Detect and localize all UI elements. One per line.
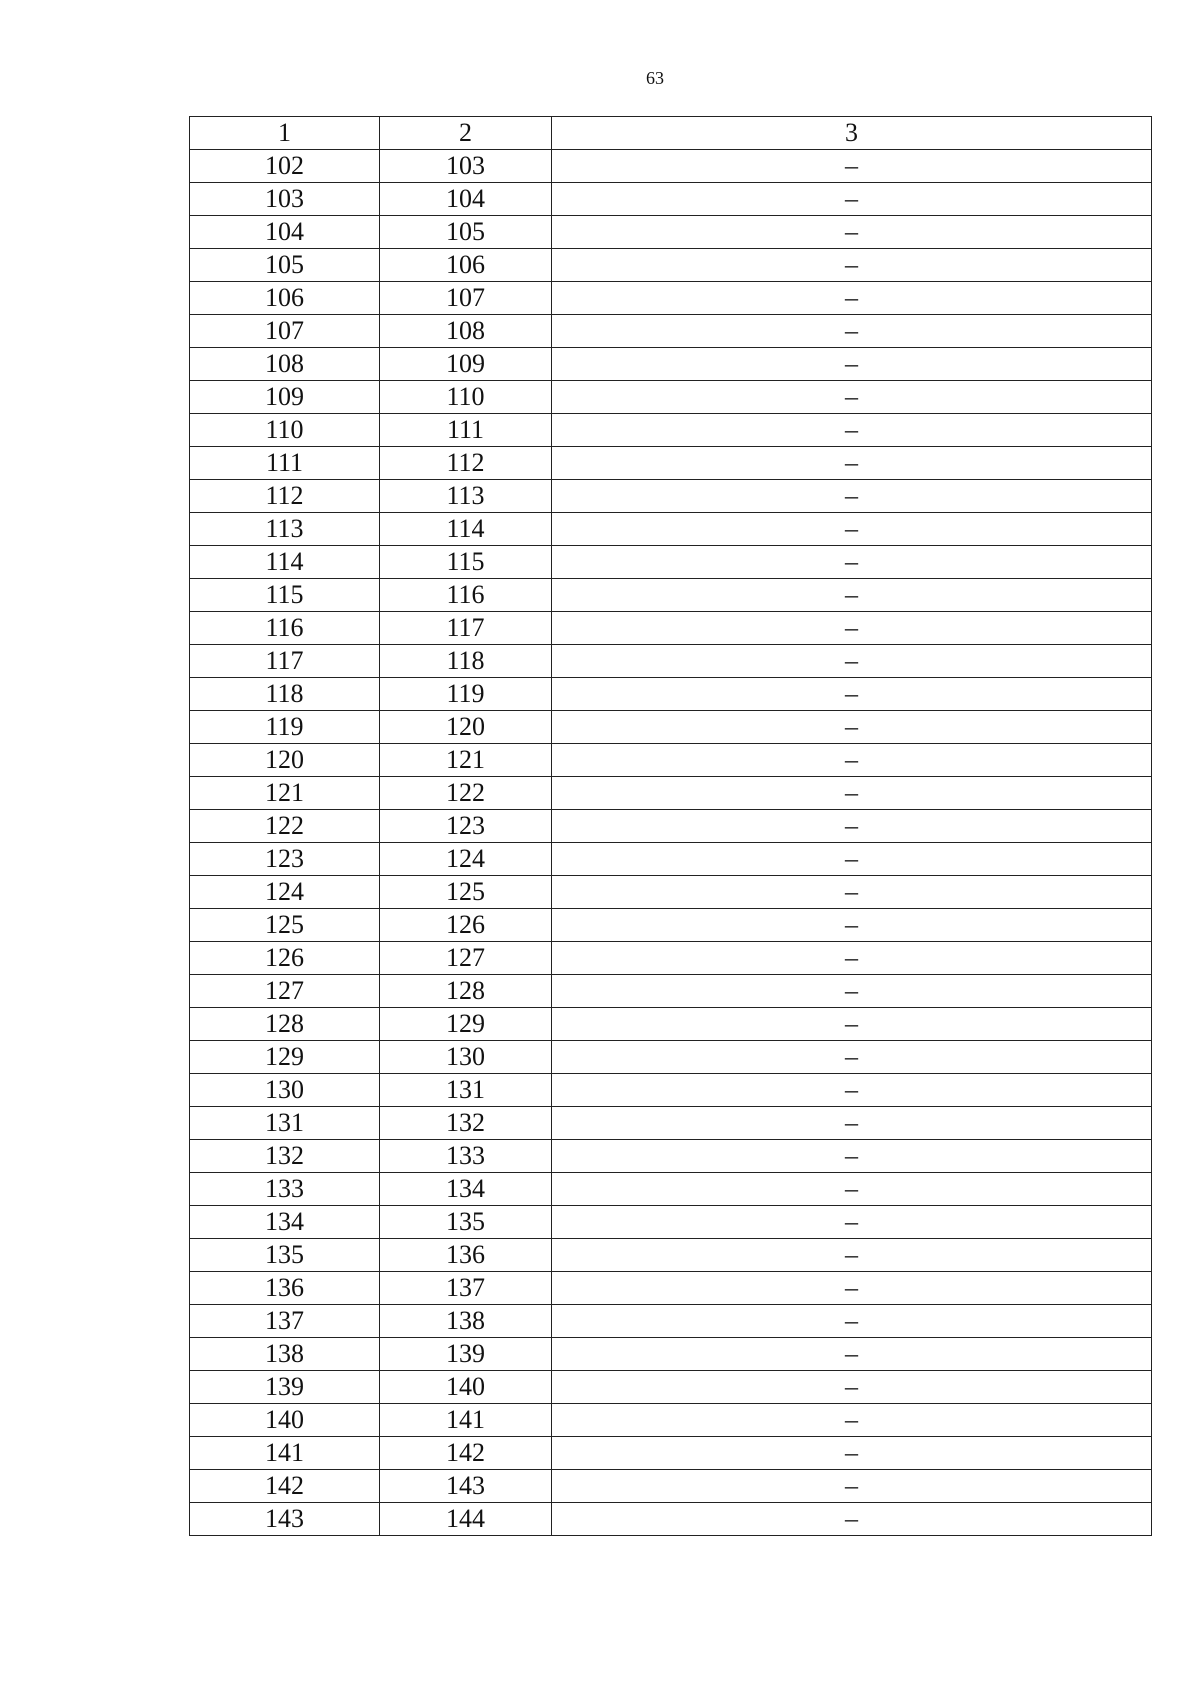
table-header-row	[190, 117, 1152, 150]
table-cell: 113	[190, 513, 380, 546]
table-row	[190, 1371, 1152, 1404]
table-cell: 131	[380, 1074, 552, 1107]
table-row	[190, 282, 1152, 315]
table-row	[190, 1503, 1152, 1536]
table-row	[190, 315, 1152, 348]
table-row	[190, 678, 1152, 711]
table-cell: –	[552, 1470, 1152, 1503]
table-cell: 142	[190, 1470, 380, 1503]
table-cell: 134	[380, 1173, 552, 1206]
table-cell: –	[552, 513, 1152, 546]
table-cell: –	[552, 546, 1152, 579]
table-cell: –	[552, 1371, 1152, 1404]
table-cell: –	[552, 645, 1152, 678]
table-cell: –	[552, 942, 1152, 975]
table-cell: 111	[190, 447, 380, 480]
table-row	[190, 843, 1152, 876]
table-cell: 137	[190, 1305, 380, 1338]
table-cell: –	[552, 1008, 1152, 1041]
table-cell: –	[552, 975, 1152, 1008]
table-cell: –	[552, 1239, 1152, 1272]
table-cell: –	[552, 1074, 1152, 1107]
table-cell: 137	[380, 1272, 552, 1305]
table-row	[190, 942, 1152, 975]
table-cell: 129	[190, 1041, 380, 1074]
table-cell: 128	[380, 975, 552, 1008]
table-row	[190, 249, 1152, 282]
table-cell: –	[552, 1437, 1152, 1470]
table-cell: –	[552, 1173, 1152, 1206]
table-cell: 121	[380, 744, 552, 777]
table-cell: 134	[190, 1206, 380, 1239]
table-row	[190, 381, 1152, 414]
table-cell: –	[552, 612, 1152, 645]
table-cell: 122	[380, 777, 552, 810]
table-row	[190, 1338, 1152, 1371]
table-cell: 116	[380, 579, 552, 612]
table-cell: –	[552, 711, 1152, 744]
table-row	[190, 1206, 1152, 1239]
table-cell: –	[552, 1140, 1152, 1173]
table-cell: 125	[380, 876, 552, 909]
table-cell: 102	[190, 150, 380, 183]
table-cell: –	[552, 249, 1152, 282]
table-cell: –	[552, 348, 1152, 381]
table-cell: –	[552, 777, 1152, 810]
table-cell: 138	[190, 1338, 380, 1371]
table-cell: 141	[380, 1404, 552, 1437]
table-cell: 136	[190, 1272, 380, 1305]
table-row	[190, 447, 1152, 480]
table-cell: 108	[380, 315, 552, 348]
table-cell: 124	[380, 843, 552, 876]
table-row	[190, 1041, 1152, 1074]
table-cell: 143	[380, 1470, 552, 1503]
table-cell: 135	[190, 1239, 380, 1272]
table-cell: 117	[380, 612, 552, 645]
table-row	[190, 1272, 1152, 1305]
table-cell: –	[552, 282, 1152, 315]
table-cell: –	[552, 480, 1152, 513]
table-cell: –	[552, 414, 1152, 447]
table-cell: 124	[190, 876, 380, 909]
table-cell: 126	[190, 942, 380, 975]
table-cell: 119	[190, 711, 380, 744]
table-row	[190, 1239, 1152, 1272]
table-cell: –	[552, 1305, 1152, 1338]
table-cell: 104	[190, 216, 380, 249]
table-cell: 109	[380, 348, 552, 381]
table-cell: 131	[190, 1107, 380, 1140]
table-cell: 106	[380, 249, 552, 282]
table-cell: 109	[190, 381, 380, 414]
table-cell: –	[552, 1338, 1152, 1371]
table-cell: 106	[190, 282, 380, 315]
table-cell: 112	[190, 480, 380, 513]
table-cell: 110	[380, 381, 552, 414]
page-number: 63	[646, 68, 664, 88]
table-cell: –	[552, 810, 1152, 843]
table-cell: –	[552, 183, 1152, 216]
table-row	[190, 183, 1152, 216]
table-cell: 114	[380, 513, 552, 546]
table-row	[190, 975, 1152, 1008]
table-cell: 139	[190, 1371, 380, 1404]
table-cell: 129	[380, 1008, 552, 1041]
table-cell: 125	[190, 909, 380, 942]
table-row	[190, 1470, 1152, 1503]
table-cell: –	[552, 315, 1152, 348]
column-header: 3	[552, 117, 1152, 150]
table-cell: 112	[380, 447, 552, 480]
table-cell: 108	[190, 348, 380, 381]
table-row	[190, 1008, 1152, 1041]
table-row	[190, 414, 1152, 447]
table-cell: 111	[380, 414, 552, 447]
table-cell: –	[552, 216, 1152, 249]
table-cell: 126	[380, 909, 552, 942]
table-cell: 128	[190, 1008, 380, 1041]
table-cell: 127	[190, 975, 380, 1008]
table-cell: 140	[190, 1404, 380, 1437]
table-cell: 144	[380, 1503, 552, 1536]
table-cell: –	[552, 579, 1152, 612]
table-cell: 107	[190, 315, 380, 348]
data-table	[189, 116, 1152, 1536]
table-cell: 110	[190, 414, 380, 447]
table-cell: –	[552, 447, 1152, 480]
table-cell: –	[552, 876, 1152, 909]
table-row	[190, 711, 1152, 744]
table-body	[190, 150, 1152, 1536]
table-row	[190, 876, 1152, 909]
table-cell: 105	[190, 249, 380, 282]
table-cell: 103	[190, 183, 380, 216]
table-cell: –	[552, 1041, 1152, 1074]
table-cell: 130	[380, 1041, 552, 1074]
table-cell: 116	[190, 612, 380, 645]
table-cell: 122	[190, 810, 380, 843]
table-cell: 118	[380, 645, 552, 678]
table-cell: –	[552, 150, 1152, 183]
table-cell: 113	[380, 480, 552, 513]
table-cell: –	[552, 909, 1152, 942]
table-row	[190, 579, 1152, 612]
table-row	[190, 1107, 1152, 1140]
table-row	[190, 810, 1152, 843]
table-cell: 104	[380, 183, 552, 216]
column-header: 2	[380, 117, 552, 150]
table-cell: 143	[190, 1503, 380, 1536]
table-cell: 123	[190, 843, 380, 876]
table-cell: 115	[190, 579, 380, 612]
table-cell: 136	[380, 1239, 552, 1272]
table-row	[190, 1140, 1152, 1173]
table-cell: –	[552, 1272, 1152, 1305]
table-row	[190, 1437, 1152, 1470]
table-row	[190, 1404, 1152, 1437]
table-cell: 135	[380, 1206, 552, 1239]
table-cell: –	[552, 1503, 1152, 1536]
table-row	[190, 1173, 1152, 1206]
table-cell: 132	[380, 1107, 552, 1140]
table-cell: –	[552, 381, 1152, 414]
table-row	[190, 744, 1152, 777]
table-cell: 142	[380, 1437, 552, 1470]
table-cell: 139	[380, 1338, 552, 1371]
table-cell: 133	[380, 1140, 552, 1173]
table-row	[190, 1074, 1152, 1107]
table-cell: –	[552, 1404, 1152, 1437]
table-cell: 117	[190, 645, 380, 678]
table-cell: 118	[190, 678, 380, 711]
table-row	[190, 513, 1152, 546]
table-row	[190, 612, 1152, 645]
table-cell: 130	[190, 1074, 380, 1107]
table-row	[190, 348, 1152, 381]
table-cell: –	[552, 843, 1152, 876]
table-row	[190, 1305, 1152, 1338]
column-header: 1	[190, 117, 380, 150]
table-row	[190, 909, 1152, 942]
table-cell: –	[552, 744, 1152, 777]
table-cell: –	[552, 1107, 1152, 1140]
table-cell: 114	[190, 546, 380, 579]
table-row	[190, 645, 1152, 678]
table-cell: 115	[380, 546, 552, 579]
table-row	[190, 216, 1152, 249]
table-row	[190, 777, 1152, 810]
table-cell: 121	[190, 777, 380, 810]
table-cell: 120	[380, 711, 552, 744]
table-cell: 107	[380, 282, 552, 315]
table-cell: 103	[380, 150, 552, 183]
table-row	[190, 546, 1152, 579]
table-cell: –	[552, 678, 1152, 711]
table-row	[190, 480, 1152, 513]
table-cell: 120	[190, 744, 380, 777]
table-cell: 141	[190, 1437, 380, 1470]
table-row	[190, 150, 1152, 183]
table-cell: 127	[380, 942, 552, 975]
table-cell: 119	[380, 678, 552, 711]
table-cell: –	[552, 1206, 1152, 1239]
table-cell: 105	[380, 216, 552, 249]
table-cell: 138	[380, 1305, 552, 1338]
table-cell: 123	[380, 810, 552, 843]
table-cell: 133	[190, 1173, 380, 1206]
table-cell: 140	[380, 1371, 552, 1404]
table-cell: 132	[190, 1140, 380, 1173]
